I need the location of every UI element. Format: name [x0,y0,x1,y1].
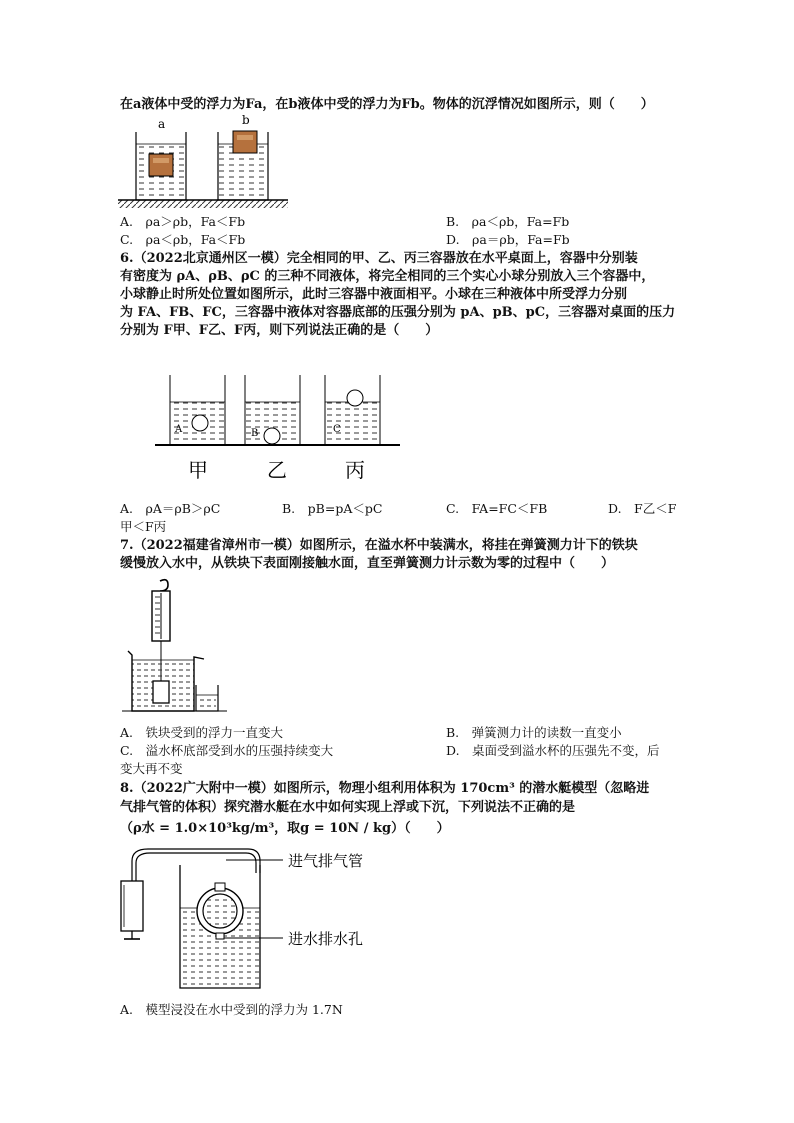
q6-stem-line-1: 6.（2022北京通州区一模）完全相同的甲、乙、丙三容器放在水平桌面上，容器中分别装 [120,251,638,266]
q6-stem-line-5: 分别为 F甲、F乙、F丙，则下列说法正确的是（ ） [120,323,439,338]
label-air-tube: 进气排气管 [288,852,364,870]
q5-stem: 在a液体中受的浮力为Fa，在b液体中受的浮力为Fb。物体的沉浮情况如图所示，则（ ） [120,97,654,112]
q8-stem-line-2: 气排气管的体积）探究潜水艇在水中如何实现上浮或下沉，下列说法不正确的是 [120,800,576,815]
caption-yi: 乙 [267,458,287,482]
caption-bing: 丙 [345,458,365,482]
q7-stem-line-2: 缓慢放入水中，从铁块下表面刚接触水面，直至弹簧测力计示数为零的过程中（ ） [120,556,615,571]
ball-a [192,415,208,431]
q6-option-a: A. ρA＝ρB＞ρC [120,501,221,516]
block-a [149,154,173,176]
q7-figure [122,577,232,722]
q5-option-a: A. ρa＞ρb，Fa＜Fb [120,214,246,229]
ball-label-b: B [251,428,259,439]
q6-stem-line-3: 小球静止时所处位置如图所示，此时三容器中液面相平。小球在三种液体中所受浮力分别 [120,287,628,302]
caption-jia: 甲 [188,458,208,482]
q7-option-a: A. 铁块受到的浮力一直变大 [120,725,284,740]
q8-option-a: A. 模型浸没在水中受到的浮力为 1.7N [120,1002,343,1017]
ball-label-a: A [175,424,183,435]
q7-option-d-wrap: 变大再不变 [120,761,183,776]
q6-option-c: C. FA=FC＜FB [446,501,548,516]
q6-option-b: B. pB=pA＜pC [282,501,383,516]
iron-block [153,681,169,703]
q6-stem-line-4: 为 FA、FB、FC，三容器中液体对容器底部的压强分别为 pA、pB、pC，三容器对桌面的压力 [120,305,676,320]
q5-figure [118,114,288,214]
q6-option-d: D. F乙＜F [608,501,677,516]
label-b: b [242,113,250,127]
q8-figure [118,843,388,993]
ball-c [347,390,363,406]
q6-stem-line-2: 有密度为 ρA、ρB、ρC 的三种不同液体，将完全相同的三个实心小球分别放入三个容器中， [120,269,655,284]
q7-stem-line-1: 7.（2022福建省漳州市一模）如图所示，在溢水杯中装满水，将挂在弹簧测力计下的铁块 [120,538,638,553]
label-water-hole: 进水排水孔 [288,930,364,948]
ball-b [264,428,280,444]
q5-option-c: C. ρa＜ρb，Fa＜Fb [120,232,246,247]
q7-option-c: C. 溢水杯底部受到水的压强持续变大 [120,743,334,758]
block-b [233,131,257,153]
label-a: a [158,117,166,131]
q5-option-b: B. ρa＜ρb，Fa=Fb [446,214,570,229]
q7-option-d: D. 桌面受到溢水杯的压强先不变，后 [446,743,660,758]
q6-option-d-wrap: 甲＜F丙 [120,519,167,534]
q5-option-d: D. ρa＝ρb，Fa=Fb [446,232,570,247]
q6-figure [155,370,405,490]
q8-stem-line-3: （ρ水 = 1.0×10³kg/m³，取g = 10N / kg）（ ） [120,821,450,836]
q8-stem-line-1: 8.（2022广大附中一模）如图所示，物理小组利用体积为 170cm³ 的潜水艇模型（忽略进 [120,781,650,796]
ball-label-c: C [333,424,341,435]
q7-option-b: B. 弹簧测力计的读数一直变小 [446,725,622,740]
